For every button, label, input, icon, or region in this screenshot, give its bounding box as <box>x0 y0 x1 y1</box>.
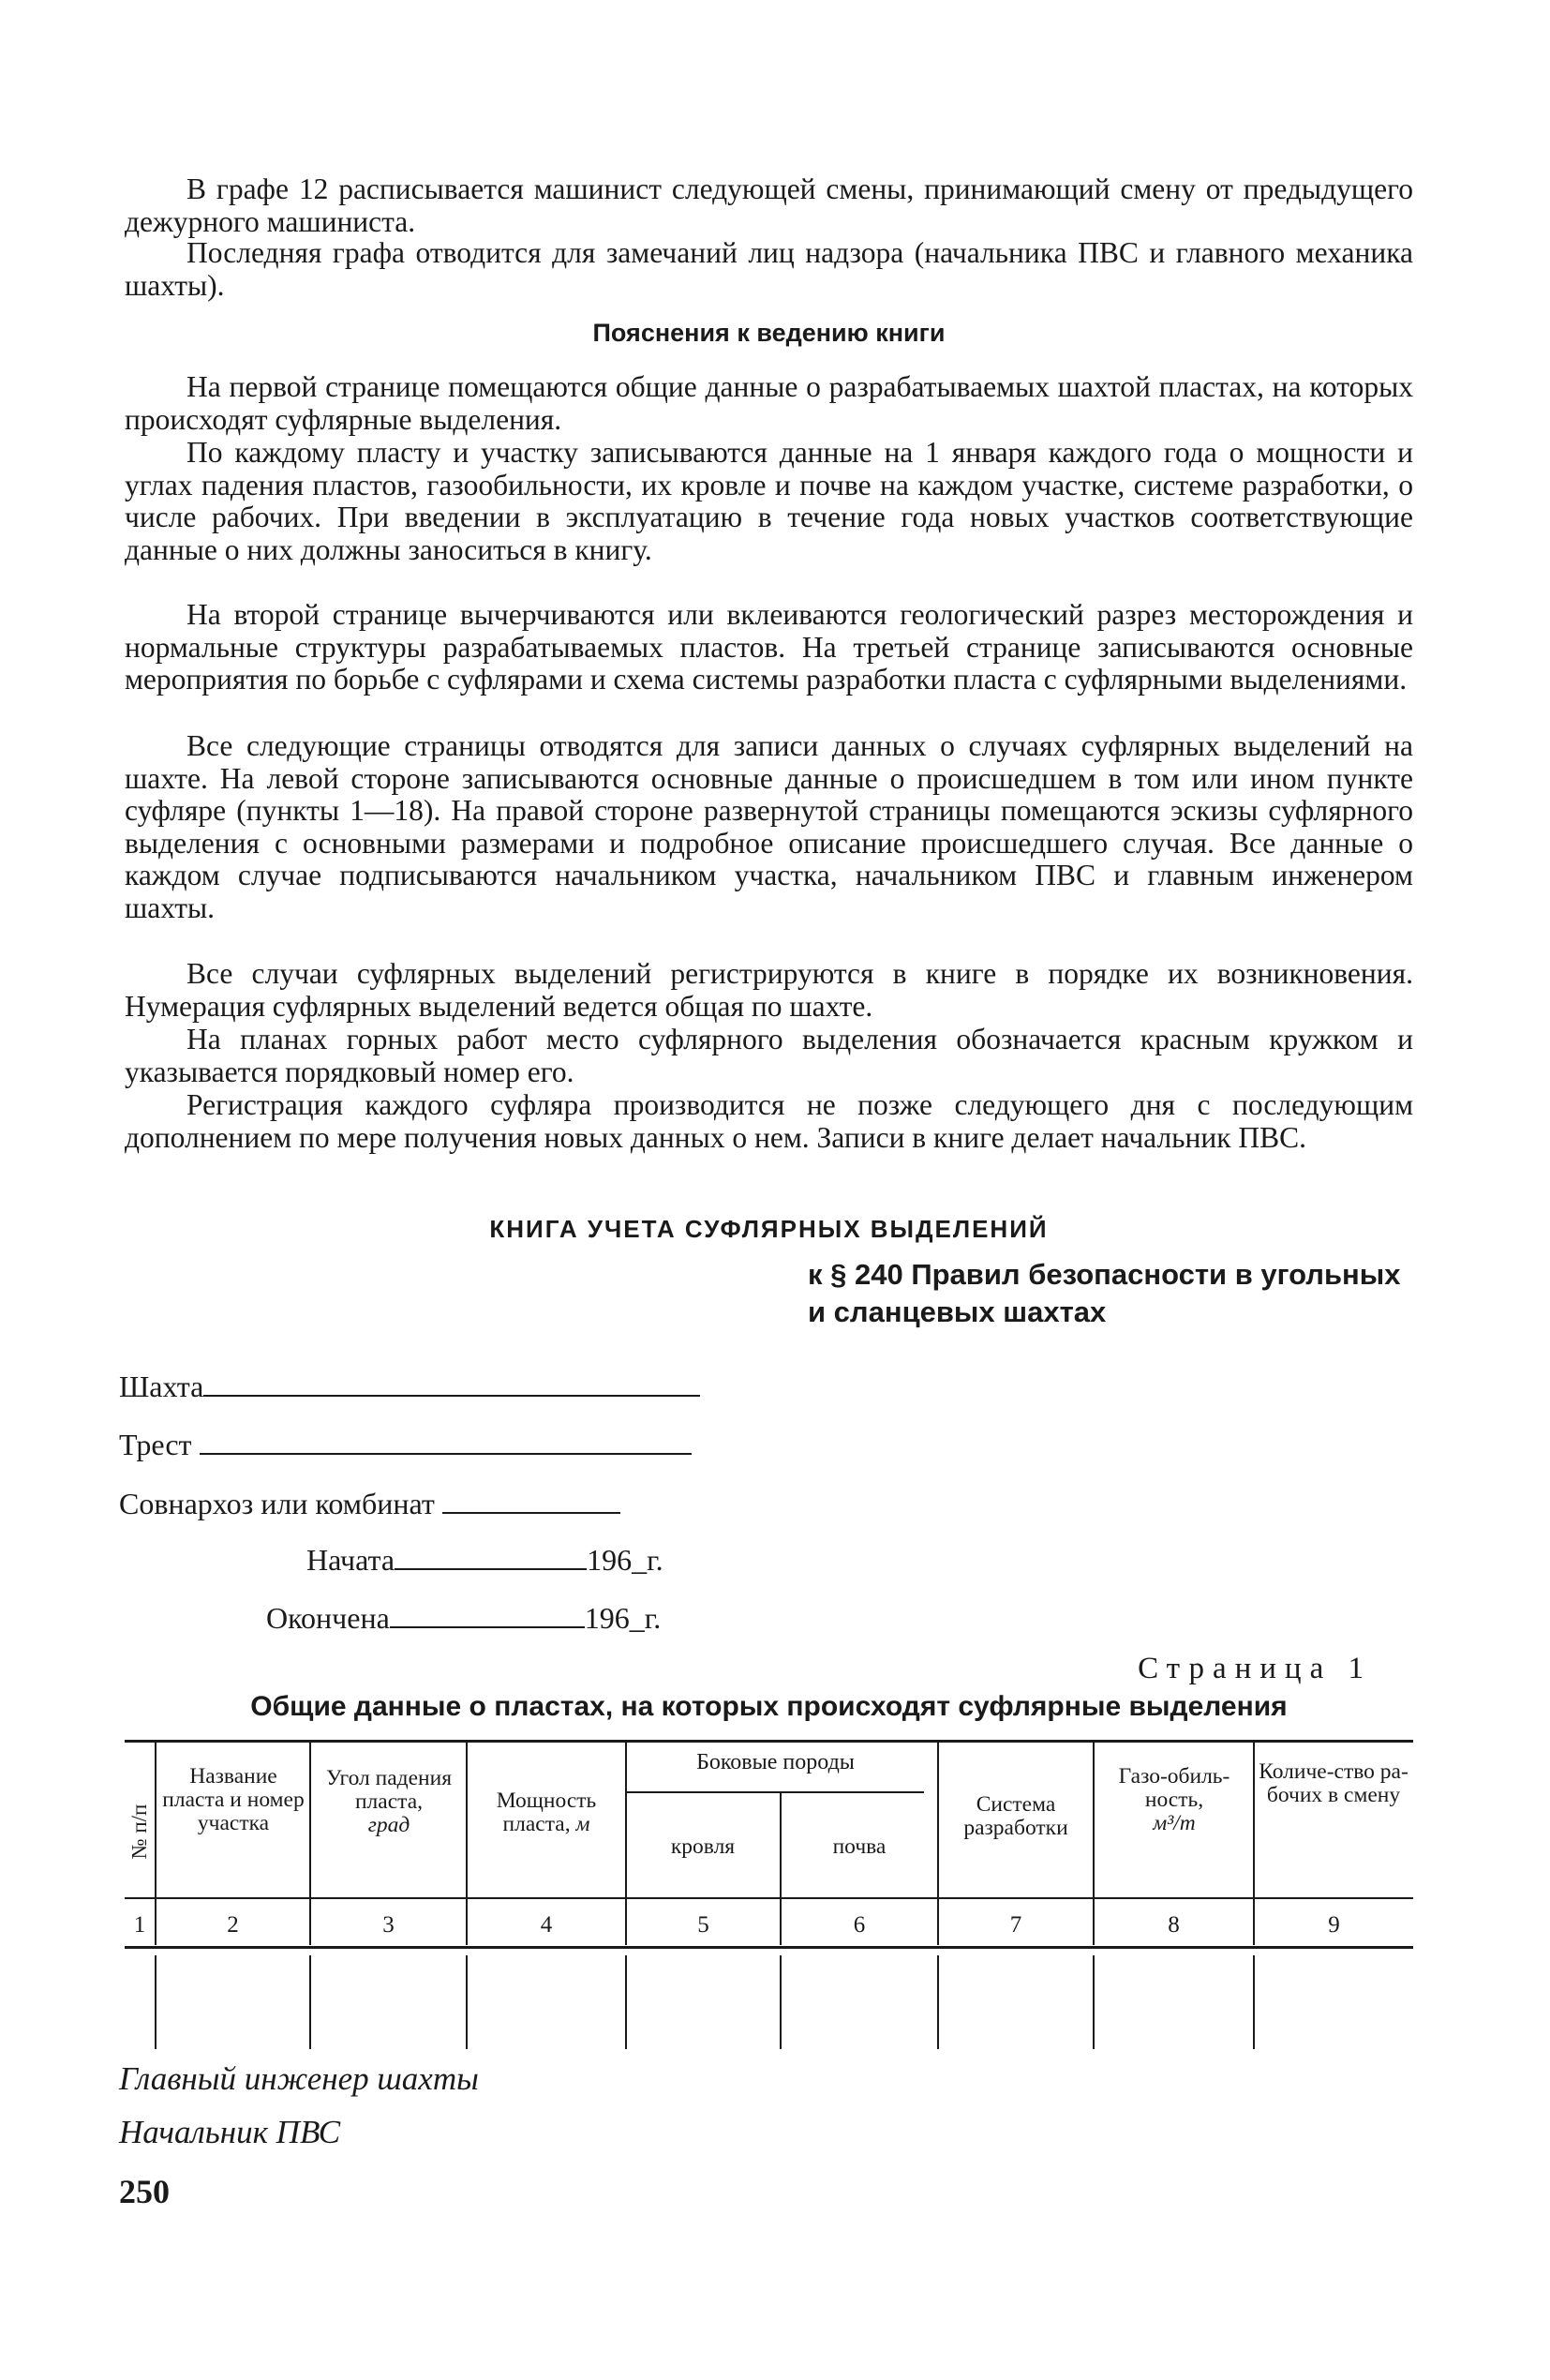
col-number-9: 9 <box>1328 1912 1340 1938</box>
header-col-2: Название пласта и номер участка <box>162 1764 305 1835</box>
trust-field <box>119 1427 692 1462</box>
trust-blank[interactable] <box>200 1427 692 1455</box>
header-col-3 <box>313 1767 465 1837</box>
header-col-9: Количе-ство ра-бочих в смену <box>1259 1759 1408 1807</box>
header-col-3-unit: град <box>367 1813 410 1837</box>
body-line-3 <box>466 1955 468 2049</box>
numbers-bottom-rule <box>125 1946 1413 1949</box>
header-side-rocks: Боковые породы <box>696 1750 855 1774</box>
council-label: Совнархоз или комбинат <box>119 1487 435 1520</box>
mine-blank[interactable] <box>203 1369 700 1397</box>
col-number-7: 7 <box>1009 1912 1022 1938</box>
col-number-4: 4 <box>540 1912 553 1938</box>
book-subtitle: к § 240 Правил безопасности в угольных и сланцевых шахтах <box>808 1258 1401 1328</box>
col-number-2: 2 <box>227 1912 239 1938</box>
paragraph-6: Все следующие страницы отводятся для записи данных о случаях суфлярных выделений на шахте. На левой стороне записываются основные данные о происшедшем в том или ином пункте суфляре (пункты 1—18). На правой стороне развернутой страницы помещаются эскизы суфлярного выделения с основными размерами и подробное описание происшедшего случая. Все данные о каждом случае подписываются начальником участка, начальником ПВС и главным инженером шахты. <box>125 729 1413 924</box>
col-number-8: 8 <box>1168 1912 1180 1938</box>
header-col-4-text: Мощность пласта, <box>496 1789 597 1836</box>
header-bottom-rule <box>125 1897 1413 1899</box>
header-col-6: почва <box>832 1834 887 1859</box>
ended-year: 196_г. <box>584 1601 662 1635</box>
header-col-8-unit: м³/т <box>1153 1811 1196 1835</box>
paragraph-4: По каждому пласту и участку записываются данные на 1 января каждого года о мощности и углах падения пластов, газообильности, их кровле и почве на каждом участке, системе разработки, о числе рабочих. При введении в эксплуатацию в течение года новых участков соответствующие данные о них должны заноситься в книгу. <box>125 436 1413 566</box>
council-blank[interactable] <box>442 1486 620 1514</box>
body-line-2 <box>309 1955 311 2049</box>
signature-pvs-head: Начальник ПВС <box>119 2114 341 2150</box>
signature-chief-engineer: Главный инженер шахты <box>119 2060 479 2097</box>
table-top-rule <box>125 1740 1413 1743</box>
ended-label: Окончена <box>266 1601 390 1635</box>
header-col-5: кровля <box>670 1834 736 1859</box>
body-line-5 <box>780 1955 782 2049</box>
page-number: 250 <box>119 2173 170 2210</box>
started-blank[interactable] <box>395 1542 587 1570</box>
ended-blank[interactable] <box>390 1600 585 1628</box>
page-label: Страница 1 <box>1138 1652 1372 1685</box>
paragraph-9: Регистрация каждого суфляра производится не позже следующего дня с последующим дополнением по мере получения новых данных о нем. Записи в книге делает начальник ПВС. <box>125 1088 1413 1154</box>
col-number-6: 6 <box>853 1912 866 1938</box>
council-field <box>119 1486 620 1521</box>
paragraph-5: На второй странице вычерчиваются или вклеиваются геологический разрез месторождения и нормальные структуры разрабатываемых пластов. На третьей странице записываются основные мероприятия по борьбе с суфлярами и схема системы разработки пласта с суфлярными выделениями. <box>125 598 1413 696</box>
mine-field <box>119 1369 700 1404</box>
paragraph-7: Все случаи суфлярных выделений регистрируются в книге в порядке их возникновения. Нумерация суфлярных выделений ведется общая по шахте. <box>125 957 1413 1023</box>
started-year: 196_г. <box>587 1543 663 1577</box>
header-col-8-text: Газо-обиль-ность, <box>1118 1764 1230 1812</box>
section-heading: Пояснения к ведению книги <box>592 319 946 347</box>
col-number-1: 1 <box>133 1912 146 1938</box>
paragraph-8: На планах горных работ место суфлярного выделения обозначается красным кружком и указывается порядковый номер его. <box>125 1023 1413 1088</box>
header-col-3-text: Угол падения пласта, <box>325 1766 453 1814</box>
body-line-1 <box>155 1955 156 2049</box>
header-col-7: Система разработки <box>963 1792 1068 1840</box>
header-col-1: № п/п <box>127 1804 151 1860</box>
ended-field <box>266 1600 661 1636</box>
col-number-5: 5 <box>697 1912 709 1938</box>
col-number-3: 3 <box>382 1912 395 1938</box>
body-line-6 <box>937 1955 939 2049</box>
trust-label: Трест <box>119 1428 192 1461</box>
body-line-8 <box>1253 1955 1255 2049</box>
header-col-8 <box>1096 1765 1252 1835</box>
paragraph-3: На первой странице помещаются общие данные о разрабатываемых шахтой пластах, на которых происходят суфлярные выделения. <box>125 370 1413 436</box>
side-rocks-rule <box>626 1791 924 1793</box>
body-line-7 <box>1093 1955 1095 2049</box>
body-line-4 <box>625 1955 627 2049</box>
header-col-4-unit: м <box>575 1812 590 1836</box>
book-title: КНИГА УЧЕТА СУФЛЯРНЫХ ВЫДЕЛЕНИЙ <box>489 1215 1049 1243</box>
paragraph-2: Последняя графа отводится для замечаний лиц надзора (начальника ПВС и главного механика шахты). <box>125 236 1413 302</box>
started-label: Начата <box>306 1543 395 1577</box>
header-col-4 <box>469 1789 624 1836</box>
table-title: Общие данные о пластах, на которых происходят суфлярные выделения <box>250 1691 1288 1722</box>
started-field <box>306 1542 663 1578</box>
mine-label: Шахта <box>119 1370 204 1403</box>
paragraph-1: В графе 12 расписывается машинист следующей смены, принимающий смену от предыдущего дежурного машиниста. <box>125 172 1413 238</box>
